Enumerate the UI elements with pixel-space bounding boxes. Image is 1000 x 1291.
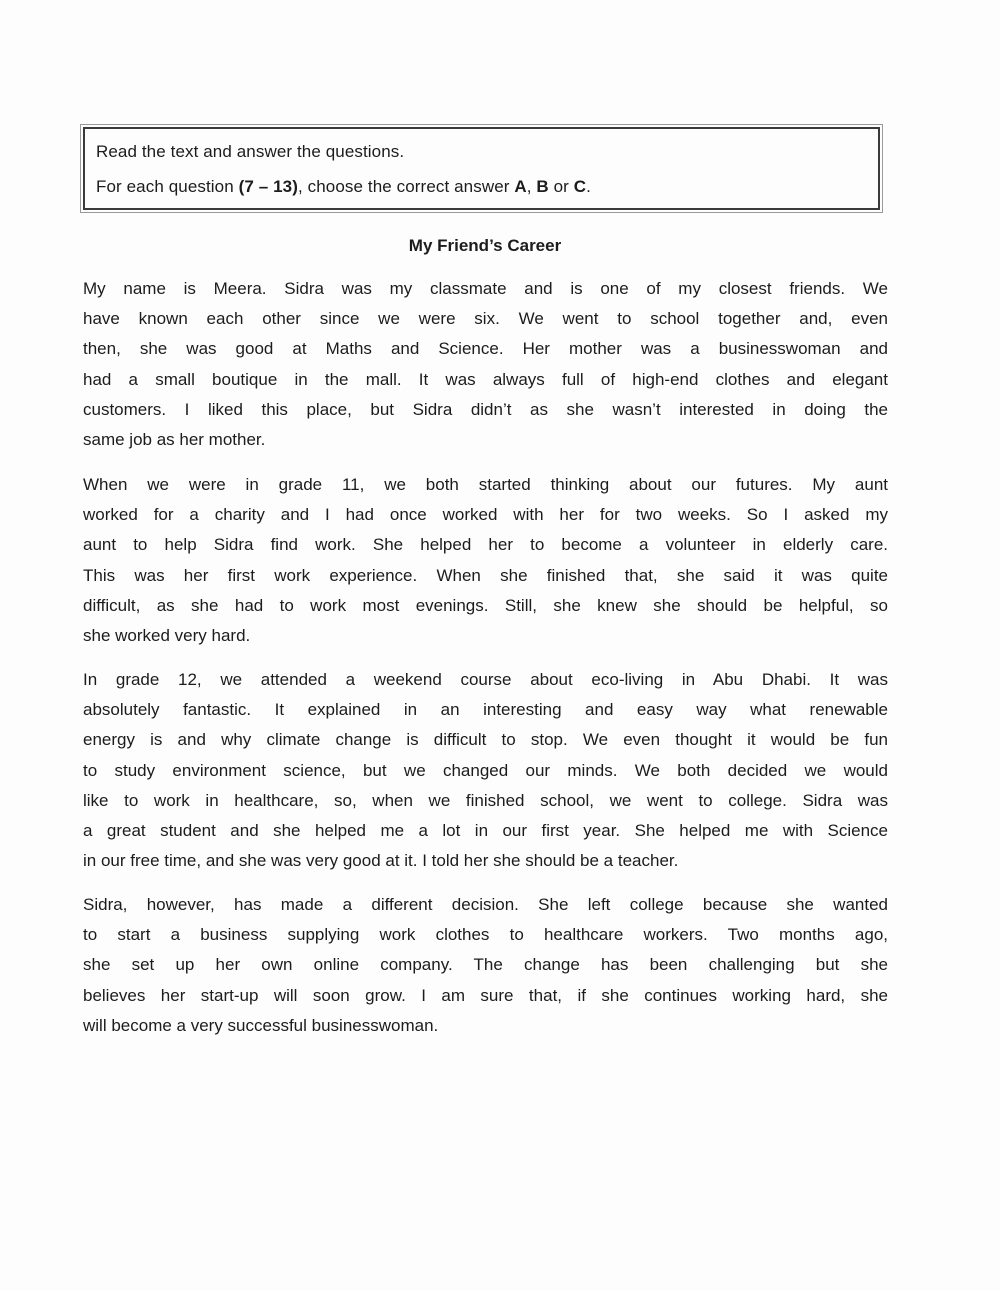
- paragraph-line: aunt to help Sidra find work. She helped her to become a volunteer in elderly care.: [83, 535, 888, 555]
- instruction-or: or: [548, 177, 574, 196]
- paragraph-line: have known each other since we were six. We went to school together and, even: [83, 309, 888, 329]
- paragraph-3: [83, 665, 888, 876]
- paragraph-line: in our free time, and she was very good at it. I told her she should be a teacher.: [83, 851, 679, 871]
- instruction-end: .: [586, 177, 591, 196]
- paragraph-line: a great student and she helped me a lot in our first year. She helped me with Science: [83, 820, 888, 840]
- instruction-line-2: [96, 177, 591, 197]
- instruction-line-1: [96, 142, 404, 162]
- paragraph-4: [83, 890, 888, 1041]
- paragraph-line: worked for a charity and I had once worked with her for two weeks. So I asked my: [83, 505, 888, 525]
- paragraph-line: will become a very successful businesswoman.: [83, 1015, 439, 1035]
- paragraph-line: My name is Meera. Sidra was my classmate and is one of my closest friends. We: [83, 279, 888, 298]
- paragraph-line: believes her start-up will soon grow. I am sure that, if she continues working hard, she: [83, 985, 888, 1005]
- paragraph-line: same job as her mother.: [83, 429, 266, 449]
- paragraph-line: absolutely fantastic. It explained in an interesting and easy way what renewable: [83, 700, 888, 720]
- paragraph-line: Sidra, however, has made a different decision. She left college because she wanted: [83, 895, 888, 914]
- paragraph-line: This was her first work experience. When she finished that, she said it was quite: [83, 565, 888, 585]
- paragraph-line: like to work in healthcare, so, when we finished school, we went to college. Sidra was: [83, 790, 888, 810]
- instruction-sep: ,: [526, 177, 537, 196]
- paragraph-line: customers. I liked this place, but Sidra didn’t as she wasn’t interested in doing the: [83, 399, 888, 419]
- passage-title: My Friend’s Career: [408, 236, 562, 255]
- paragraph-1: [83, 274, 888, 455]
- paragraph-line: energy is and why climate change is difficult to stop. We even thought it would be fun: [83, 730, 888, 750]
- question-range: (7 – 13): [238, 177, 298, 196]
- answer-option-a: A: [514, 177, 527, 196]
- paragraph-line: to start a business supplying work clothes to healthcare workers. Two months ago,: [83, 925, 888, 945]
- answer-option-c: C: [573, 177, 587, 196]
- instructions-box: [83, 127, 880, 210]
- paragraph-line: had a small boutique in the mall. It was always full of high-end clothes and elegant: [83, 369, 888, 389]
- paragraph-line: then, she was good at Maths and Science. Her mother was a businesswoman and: [83, 339, 888, 359]
- paragraph-line: she worked very hard.: [83, 625, 251, 645]
- paragraph-2: [83, 470, 888, 651]
- instruction-text-1: Read the text and answer the questions.: [96, 142, 405, 161]
- paragraph-line: difficult, as she had to work most evenings. Still, she knew she should be helpful, so: [83, 595, 888, 615]
- paragraph-line: to study environment science, but we changed our minds. We both decided we would: [83, 760, 888, 780]
- instruction-mid: , choose the correct answer: [298, 177, 515, 196]
- instruction-pre: For each question: [96, 177, 239, 196]
- paragraph-line: In grade 12, we attended a weekend course about eco-living in Abu Dhabi. It was: [83, 670, 888, 689]
- answer-option-b: B: [536, 177, 549, 196]
- paragraph-line: she set up her own online company. The change has been challenging but she: [83, 955, 888, 975]
- paragraph-line: When we were in grade 11, we both started thinking about our futures. My aunt: [83, 475, 888, 494]
